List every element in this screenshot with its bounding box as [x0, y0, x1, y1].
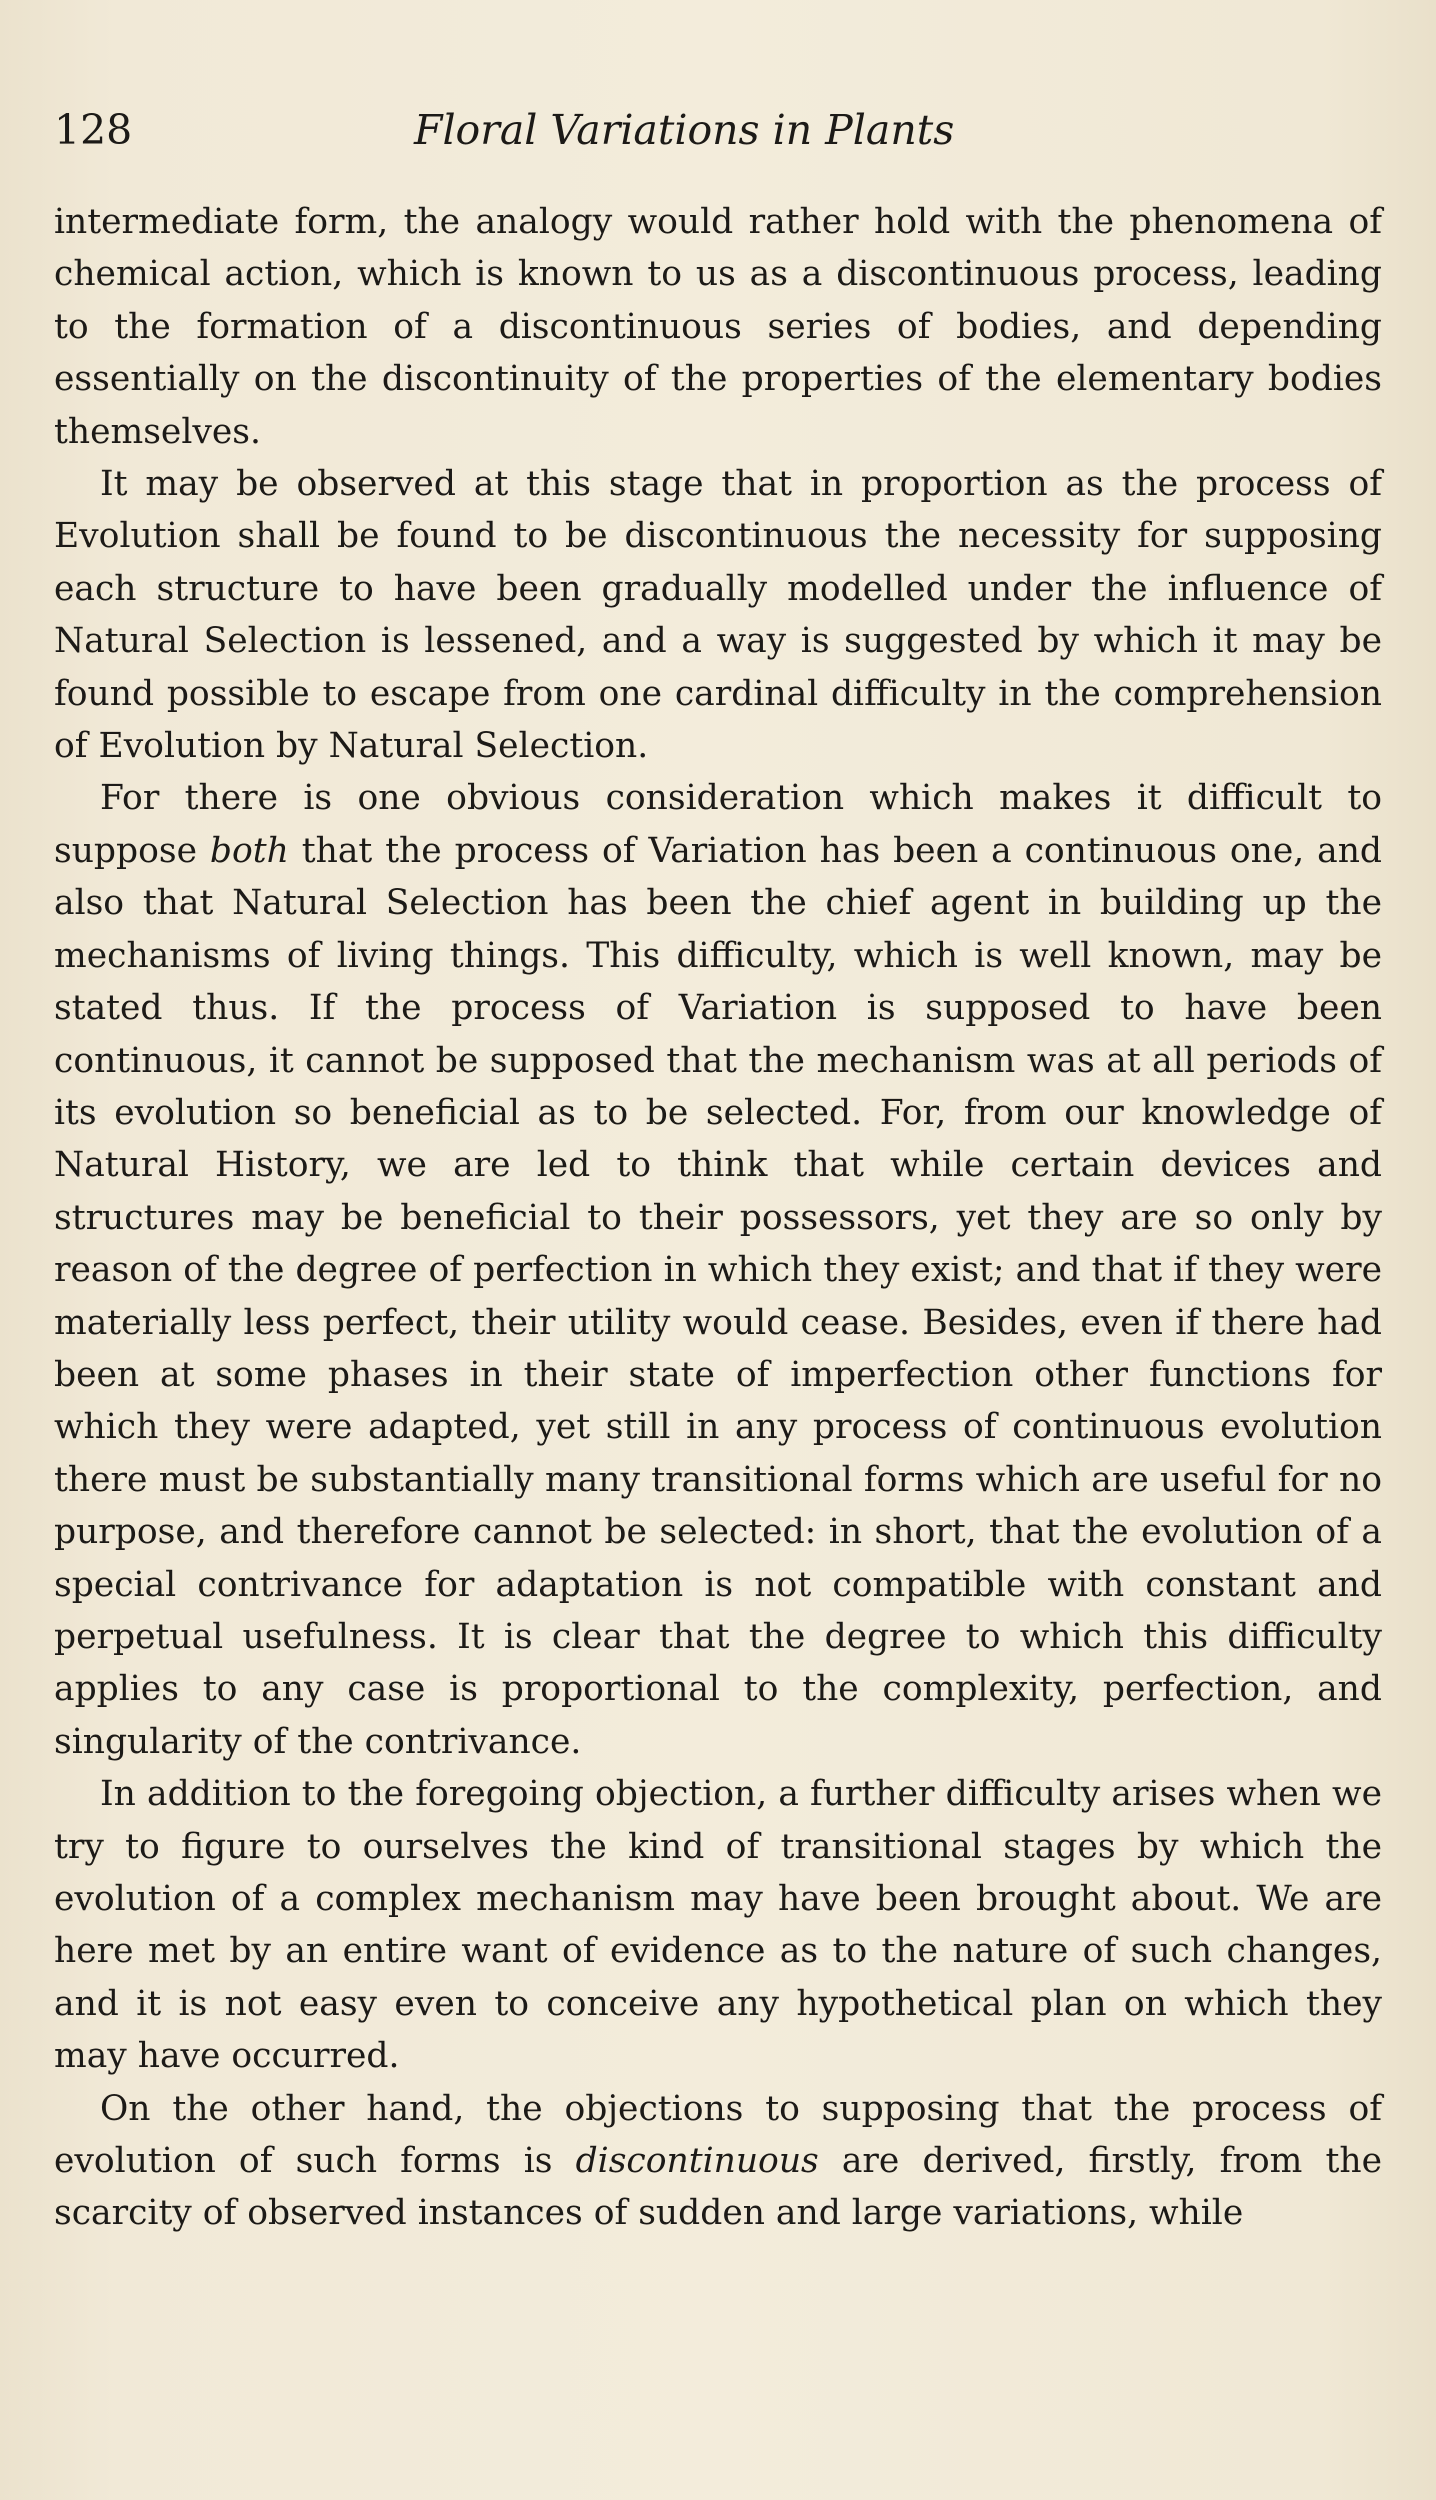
running-title: Floral Variations in Plants [414, 106, 955, 154]
paragraph-text: On the other hand, the objections to supposing that the process of evolution of such forms is [54, 2088, 1382, 2182]
paragraph [54, 1768, 1382, 2082]
paragraph-text: that the process of Variation has been a continuous one, and also that Natural Selection has been the chief agent in building up the mechanisms of living things. This difficulty, which is well known, may be stated thus. If the process of Variation is supposed to have been continuous, it cannot be supposed that the mechanism was at all periods of its evolution so beneficial as to be selected. For, from our knowledge of Natural History, we are led to think that while certain devices and structures may be beneficial to their possessors, yet they are so only by reason of the degree of perfection in which they exist; and that if they were materially less perfect, their utility would cease. Besides, even if there had been at some phases in their state of imperfection other functions for which they were adapted, yet still in any process of continuous evolution there must be substantially many transitional forms which are useful for no purpose, and therefore cannot be selected: in short, that the evolution of a special contrivance for adaptation is not compatible with constant and perpetual usefulness. It is clear that the degree to which this difficulty applies to any case is proportional to the complexity, perfection, and singularity of the contrivance. [54, 830, 1383, 1762]
paragraph [54, 772, 1382, 1768]
page-number: 128 [54, 106, 133, 154]
body-text [54, 196, 1382, 2240]
emphasis-word: discontinuous [575, 2141, 819, 2182]
paragraph-text: It may be observed at this stage that in proportion as the process of Evolution shall be found to be discontinuous the necessity for supposing each structure to have been gradually modelled under the influence of Natural Selection is lessened, and a way is suggested by which it may be found possible to escape from one cardinal difficulty in the comprehension of Evolution by Natural Selection. [54, 464, 1382, 767]
running-head [54, 100, 1026, 160]
paragraph-continued [54, 196, 1382, 458]
paragraph [54, 458, 1382, 772]
paragraph-text: In addition to the foregoing objection, a further difficulty arises when we try to figure to ourselves the kind of transitional stages by which the evolution of a complex mechanism may have been brought about. We are here met by an entire want of evidence as to the nature of such changes, and it is not easy even to conceive any hypothetical plan on which they may have occurred. [54, 1774, 1382, 2077]
paragraph [54, 2083, 1382, 2240]
paragraph-text: For there is one obvious consideration which makes it difficult to suppose [54, 778, 1382, 871]
paragraph-text: are derived, firstly, from the scarcity of observed instances of sudden and large variations, while [54, 2141, 1382, 2234]
paragraph-text: intermediate form, the analogy would rather hold with the phenomena of chemical action, which is known to us as a discontinuous process, leading to the formation of a discontinuous series of bodies, and depending essentially on the discontinuity of the properties of the elementary bodies themselves. [54, 202, 1382, 452]
emphasis-word: both [209, 830, 289, 871]
